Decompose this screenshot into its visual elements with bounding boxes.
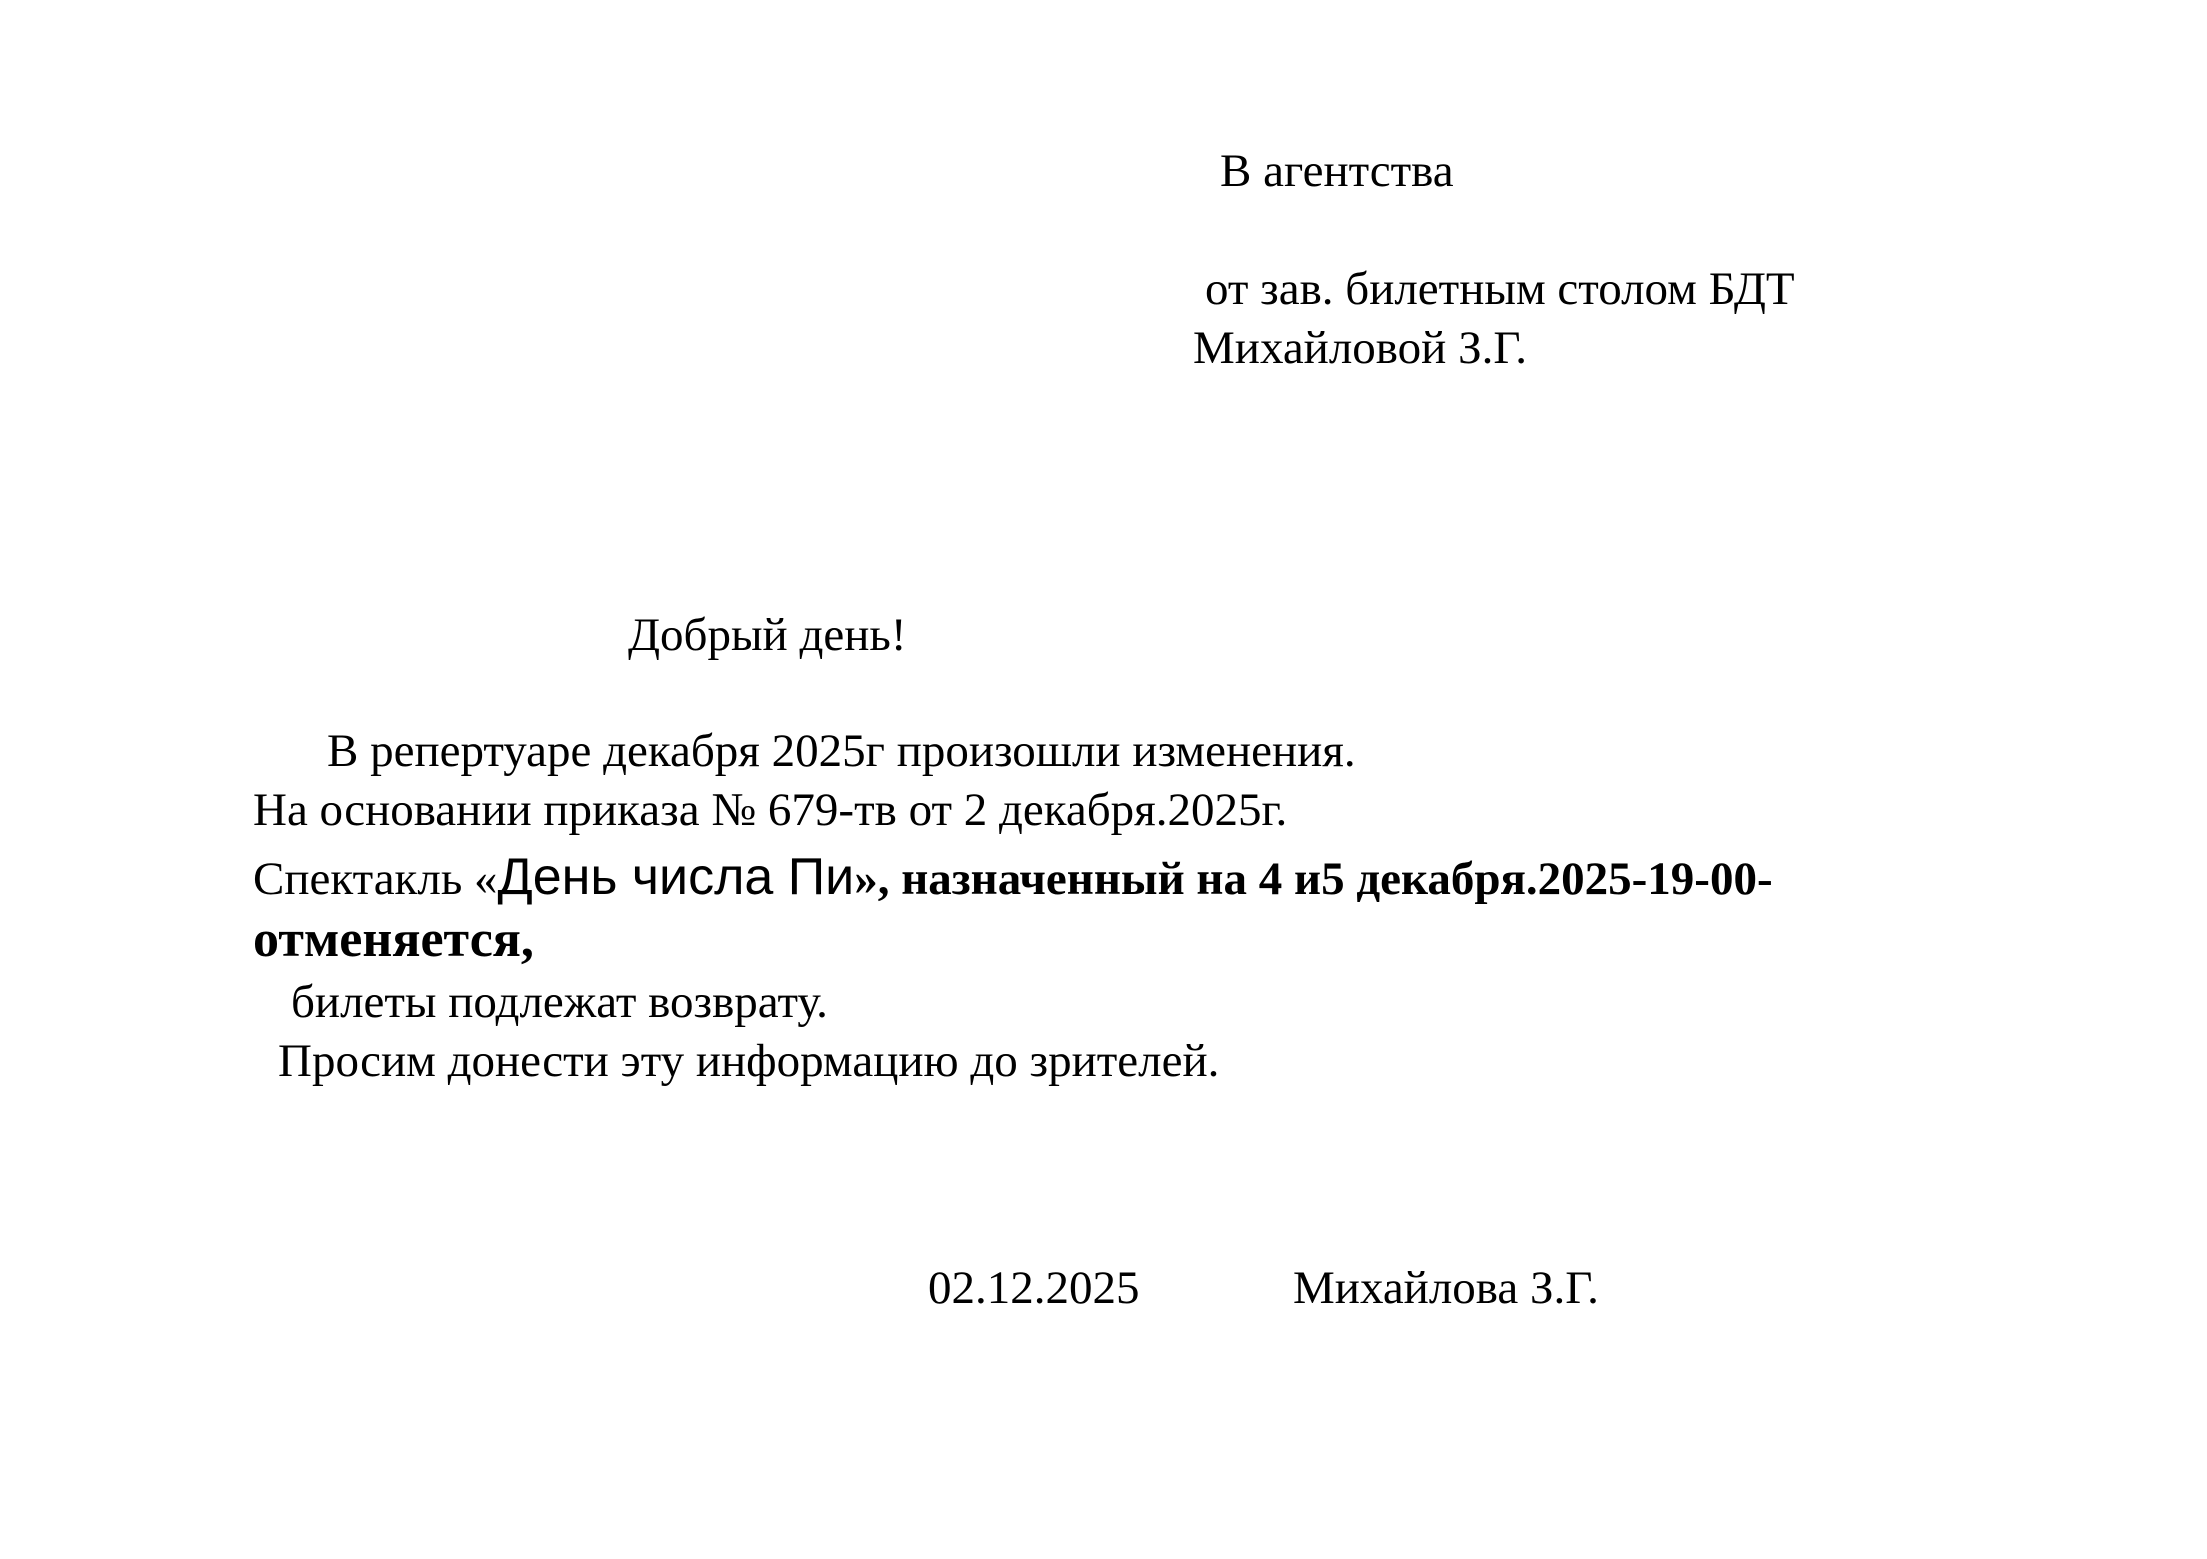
refund-line: билеты подлежат возврату. xyxy=(291,976,828,1028)
sender-name: Михайловой З.Г. xyxy=(1193,322,1527,374)
performance-title: День числа Пи xyxy=(497,848,855,906)
signature-name: Михайлова З.Г. xyxy=(1293,1262,1599,1314)
signature-date: 02.12.2025 xyxy=(928,1262,1140,1314)
request-line: Просим донести эту информацию до зрителей. xyxy=(278,1035,1220,1087)
performance-prefix: Спектакль « xyxy=(253,853,498,905)
addressee: В агентства xyxy=(1220,145,1454,197)
cancellation-notice: отменяется, xyxy=(253,911,534,968)
performance-line xyxy=(253,848,1773,906)
sender-position: от зав. билетным столом БДТ xyxy=(1205,263,1795,315)
performance-quote-close: » xyxy=(854,853,878,905)
repertoire-change-line: В репертуаре декабря 2025г произошли изменения. xyxy=(327,725,1356,777)
performance-schedule: , назначенный на 4 и5 декабря.2025-19-00- xyxy=(877,853,1773,905)
order-reference-line: На основании приказа № 679-тв от 2 декабря.2025г. xyxy=(253,784,1288,836)
greeting: Добрый день! xyxy=(628,609,907,661)
